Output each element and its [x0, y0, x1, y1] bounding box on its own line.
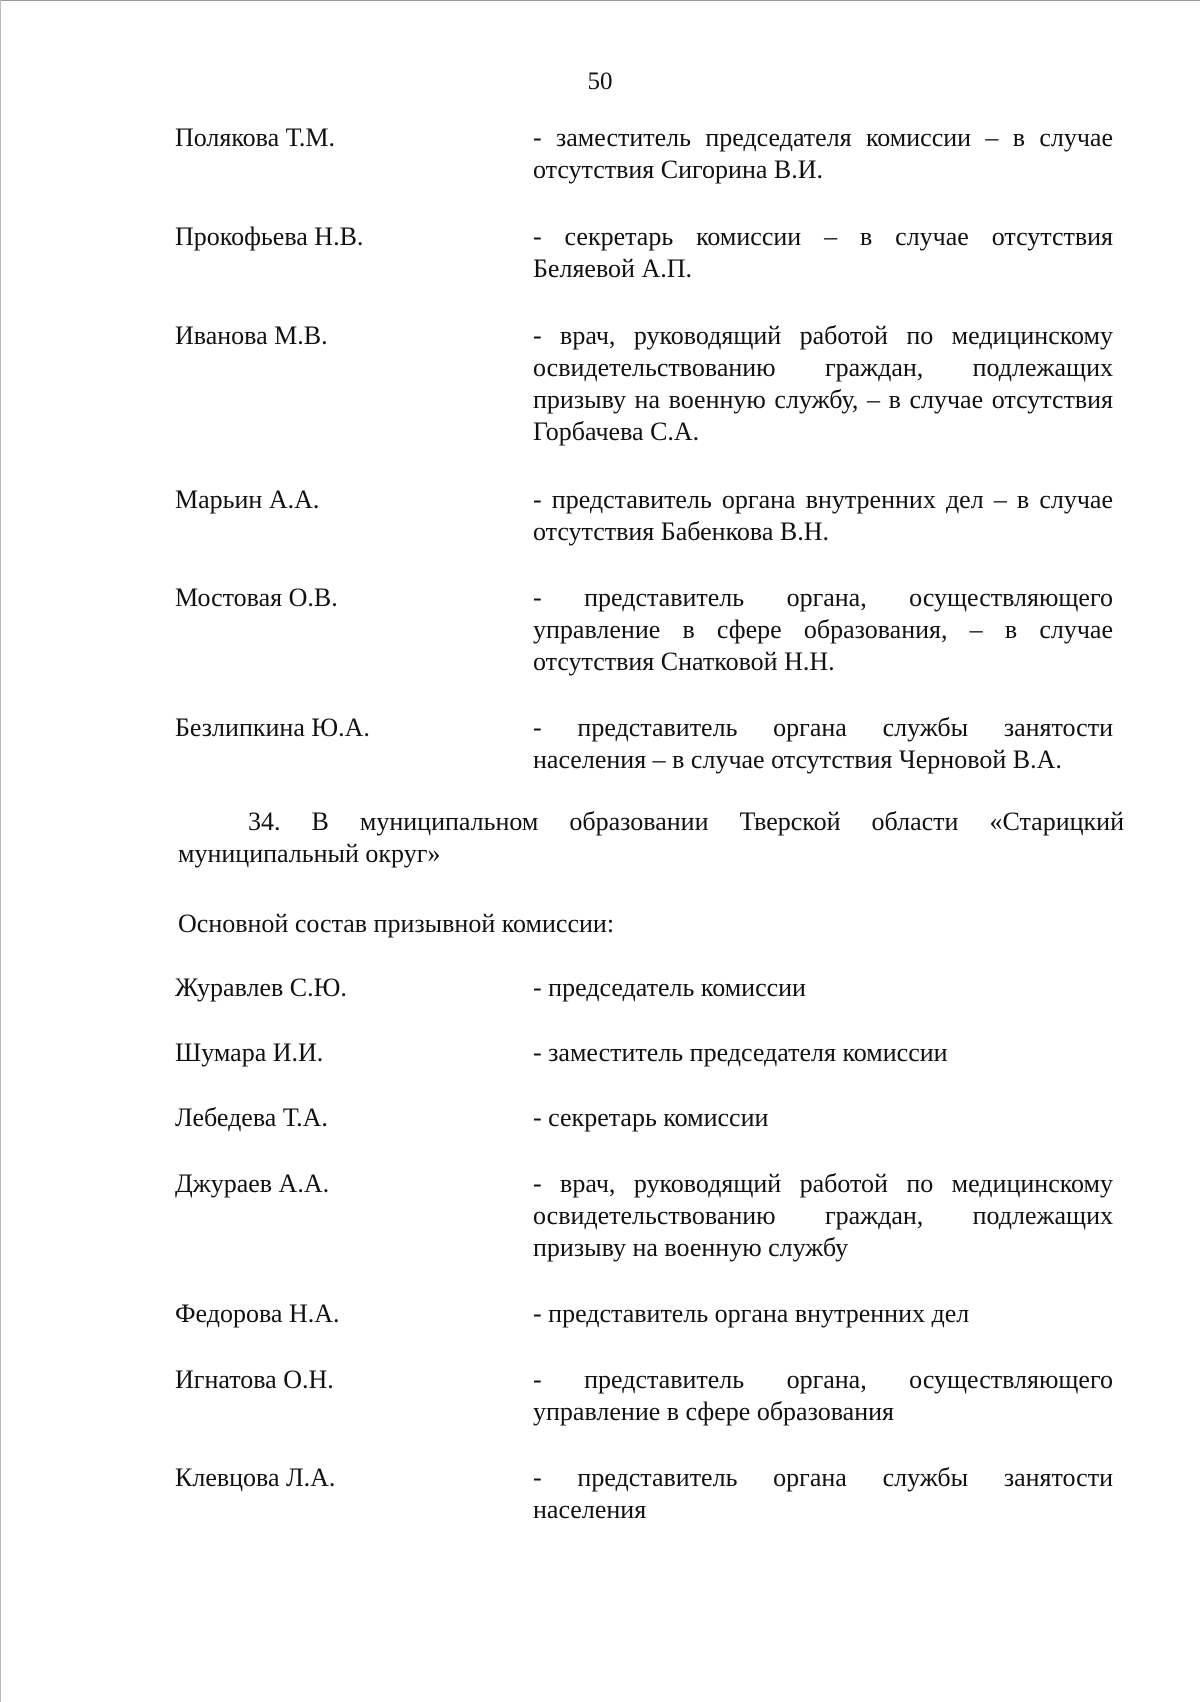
member-role: - представитель органа внутренних дел – в случае отсутствия Бабенкова В.Н. [533, 485, 1113, 546]
member-role: - представитель органа службы занятости населения – в случае отсутствия Черновой В.А. [533, 713, 1113, 774]
section-subheading: Основной состав призывной комиссии: [178, 909, 615, 938]
member-name: Безлипкина Ю.А. [175, 713, 370, 742]
member-name: Мостовая О.В. [175, 583, 338, 612]
member-role: - заместитель председателя комиссии – в случае отсутствия Сигорина В.И. [533, 123, 1113, 184]
page-top-edge [0, 0, 1200, 1]
member-role: - председатель комиссии [533, 973, 806, 1002]
member-role: - врач, руководящий работой по медицинскому освидетельствованию граждан, подлежащих призыву на военную службу [533, 1169, 1113, 1262]
member-role: - заместитель председателя комиссии [533, 1038, 948, 1067]
member-name: Федорова Н.А. [175, 1299, 340, 1328]
member-name: Марьин А.А. [175, 485, 320, 514]
page-number: 50 [587, 68, 613, 95]
member-name: Клевцова Л.А. [175, 1463, 336, 1492]
member-name: Шумара И.И. [175, 1038, 324, 1067]
member-role: - представитель органа, осуществляющего управление в сфере образования, – в случае отсутствия Снатковой Н.Н. [533, 583, 1113, 676]
member-name: Полякова Т.М. [175, 123, 336, 152]
member-name: Журавлев С.Ю. [175, 973, 347, 1002]
member-name: Лебедева Т.А. [175, 1103, 328, 1132]
member-role: - представитель органа внутренних дел [533, 1299, 970, 1328]
member-role: - представитель органа службы занятости населения [533, 1463, 1113, 1524]
member-name: Джураев А.А. [175, 1169, 330, 1198]
page-left-edge [0, 0, 1, 1702]
member-role: - представитель органа, осуществляющего управление в сфере образования [533, 1365, 1113, 1426]
member-name: Прокофьева Н.В. [175, 222, 364, 251]
member-role: - секретарь комиссии [533, 1103, 769, 1132]
member-name: Игнатова О.Н. [175, 1365, 334, 1394]
member-role: - секретарь комиссии – в случае отсутствия Беляевой А.П. [533, 222, 1113, 283]
section-heading: 34. В муниципальном образовании Тверской области «Старицкий муниципальный округ» [178, 807, 1124, 868]
member-role: - врач, руководящий работой по медицинскому освидетельствованию граждан, подлежащих призыву на военную службу, – в случае отсутствия Горбачева С.А. [533, 321, 1113, 446]
member-name: Иванова М.В. [175, 321, 328, 350]
